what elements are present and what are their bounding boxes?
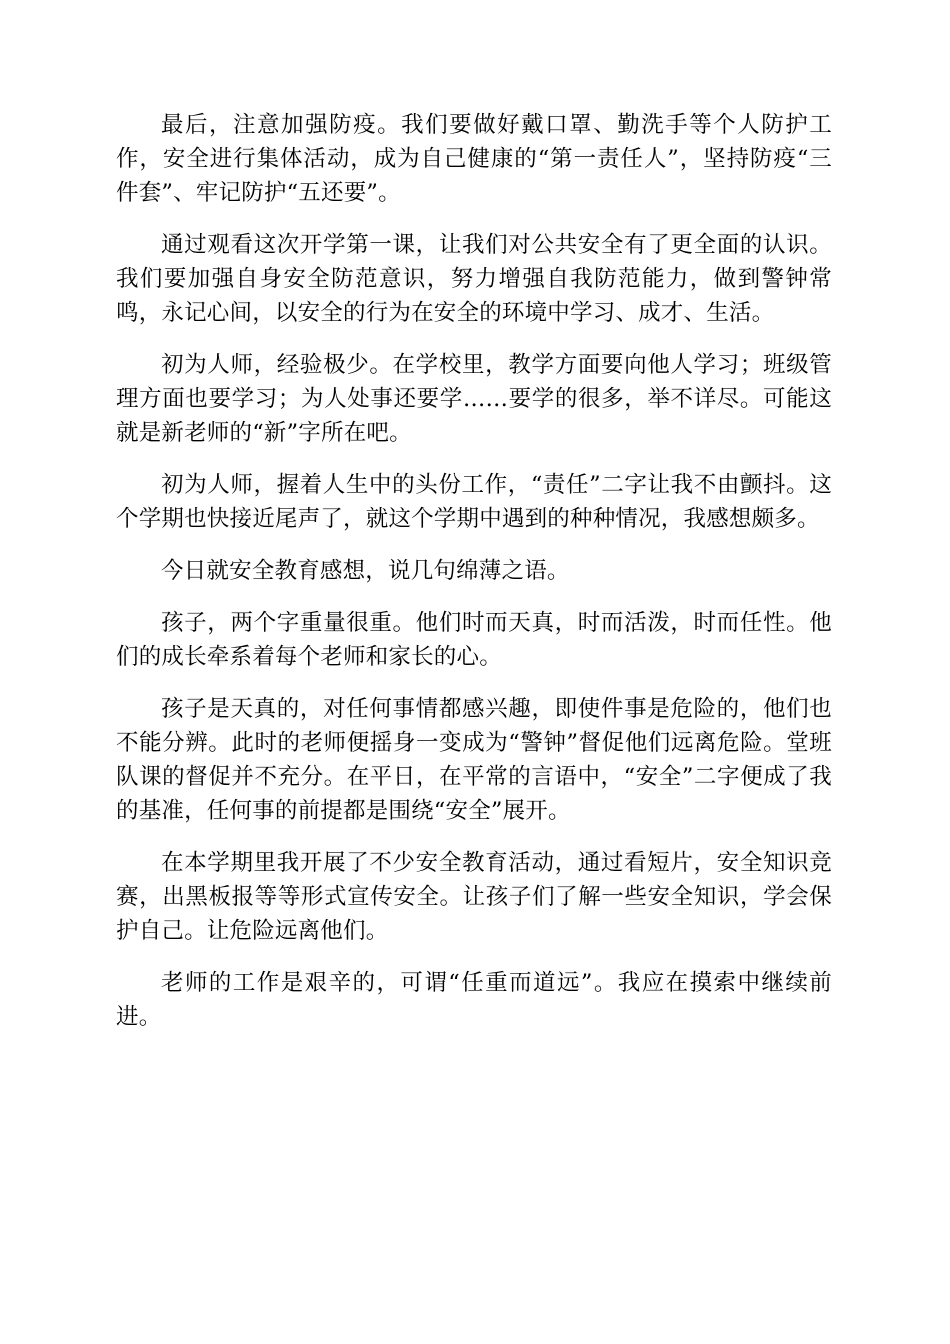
paragraph-3: 初为人师，经验极少。在学校里，教学方面要向他人学习；班级管理方面也要学习；为人处事还要学……要学的很多，举不详尽。可能这就是新老师的“新”字所在吧。 bbox=[116, 352, 832, 446]
paragraph-5: 今日就安全教育感想，说几句绵薄之语。 bbox=[161, 558, 570, 584]
paragraph-7: 孩子是天真的，对任何事情都感兴趣，即使件事是危险的，他们也不能分辨。此时的老师便摇身一变成为“警钟”督促他们远离危险。堂班队课的督促并不充分。在平日，在平常的言语中，“安全”二字便成了我的基准，任何事的前提都是围绕“安全”展开。 bbox=[116, 696, 832, 824]
paragraph-9: 老师的工作是艰辛的，可谓“任重而道远”。我应在摸索中继续前进。 bbox=[116, 970, 832, 1030]
paragraph-2: 通过观看这次开学第一课，让我们对公共安全有了更全面的认识。我们要加强自身安全防范意识，努力增强自我防范能力，做到警钟常鸣，永记心间，以安全的行为在安全的环境中学习、成才、生活。 bbox=[116, 232, 832, 326]
paragraph-8: 在本学期里我开展了不少安全教育活动，通过看短片，安全知识竞赛，出黑板报等等形式宣传安全。让孩子们了解一些安全知识，学会保护自己。让危险远离他们。 bbox=[116, 850, 832, 944]
paragraph-6: 孩子，两个字重量很重。他们时而天真，时而活泼，时而任性。他们的成长牵系着每个老师和家长的心。 bbox=[116, 610, 832, 670]
paragraph-1: 最后，注意加强防疫。我们要做好戴口罩、勤洗手等个人防护工作，安全进行集体活动，成为自己健康的“第一责任人”，坚持防疫“三件套”、牢记防护“五还要”。 bbox=[116, 112, 832, 206]
paragraph-4: 初为人师，握着人生中的头份工作，“责任”二字让我不由颤抖。这个学期也快接近尾声了，就这个学期中遇到的种种情况，我感想颇多。 bbox=[116, 472, 832, 532]
